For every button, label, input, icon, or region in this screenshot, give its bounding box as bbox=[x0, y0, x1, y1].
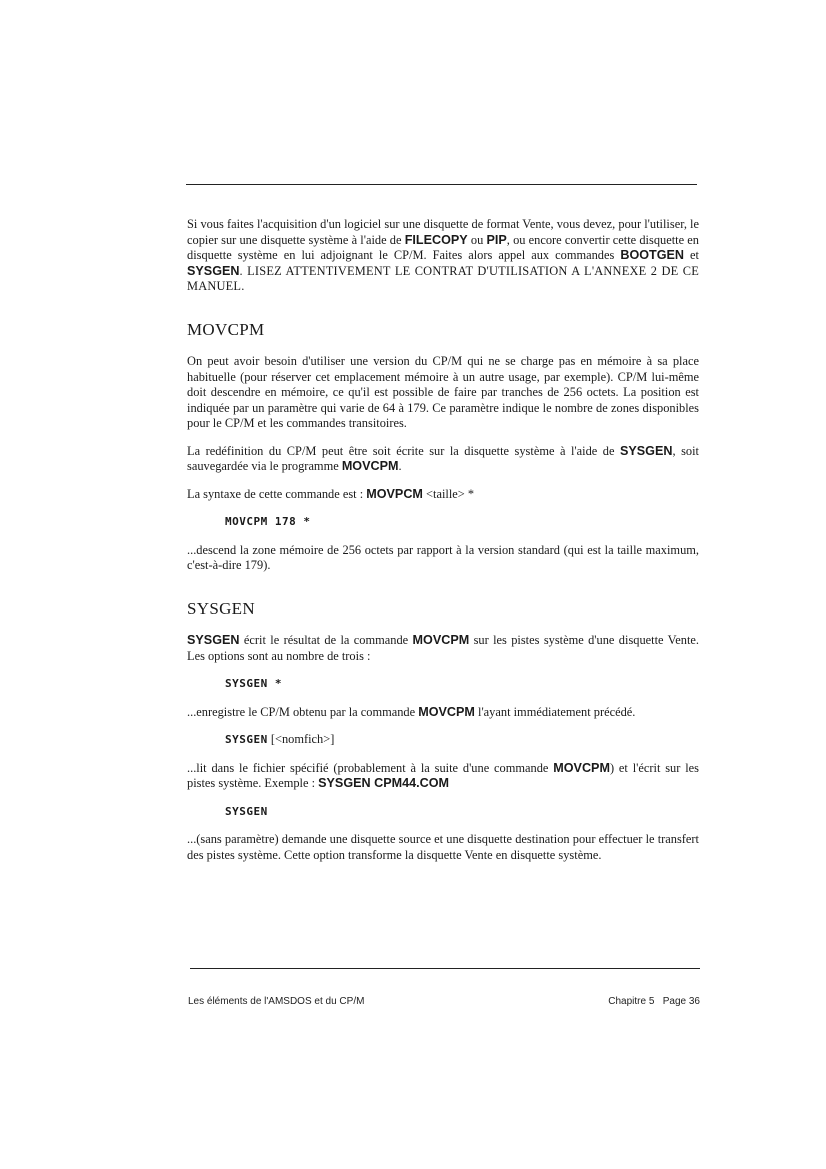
movcpm-command: MOVCPM bbox=[553, 760, 610, 775]
movcpm-command: MOVCPM bbox=[418, 704, 475, 719]
intro-text-2: ou bbox=[467, 232, 487, 247]
movcpm-p2-text-3: . bbox=[398, 459, 402, 473]
movcpm-paragraph-2 bbox=[187, 444, 699, 475]
footer-title: Les éléments de l'AMSDOS et du CP/M bbox=[188, 996, 365, 1007]
sysgen-p1-text-1: écrit le résultat de la commande bbox=[239, 633, 413, 647]
intro-text-3: , ou encore convertir cette disquette en disquette système en lui adjoignant le CP/M. Faites alors appel aux commandes bbox=[187, 232, 699, 262]
sysgen-p3-text-1: ...lit dans le fichier spécifié (probablement à la suite d'une commande bbox=[187, 760, 554, 775]
movcpm-paragraph-1: On peut avoir besoin d'utiliser une version du CP/M qui ne se charge pas en mémoire à sa place habituelle (pour réserver cet emplacement mémoire à un autre usage, par exemple). CP/M lui-même doit descendre en mémoire, ce qu'il est possible de faire par tranches de 256 octets. La position est indiquée par un paramètre qui varie de 64 à 179. Ce paramètre indique le nombre de zones disponibles pour le CP/M et les commandes transitoires. bbox=[187, 354, 699, 430]
movcpm-heading: MOVCPM bbox=[187, 319, 265, 339]
sysgen-paragraph-1 bbox=[187, 633, 699, 664]
sysgen-p2-text-1: ...enregistre le CP/M obtenu par la commande bbox=[187, 704, 419, 719]
sysgen-p2-text-2: l'ayant immédiatement précédé. bbox=[474, 704, 636, 719]
intro-text-5: . LISEZ ATTENTIVEMENT LE CONTRAT D'UTILISATION A L'ANNEXE 2 DE CE MANUEL. bbox=[187, 263, 699, 293]
intro-text-1: Si vous faites l'acquisition d'un logiciel sur une disquette de format Vente, vous devez, pour l'utiliser, le copier sur une disquette système à l'aide de bbox=[187, 217, 699, 247]
top-rule bbox=[186, 184, 697, 185]
intro-paragraph bbox=[187, 217, 699, 295]
movcpm-p2-text-2: , soit sauvegardée via le programme bbox=[187, 443, 699, 473]
sysgen-example-command: SYSGEN CPM44.COM bbox=[318, 776, 449, 790]
filecopy-command: FILECOPY bbox=[404, 232, 468, 247]
footer-page-number: Chapitre 5 Page 36 bbox=[608, 996, 700, 1007]
sysgen-command: SYSGEN bbox=[619, 443, 673, 458]
movpcm-command: MOVPCM bbox=[366, 486, 423, 501]
sysgen-p3-text-2: ) et l'écrit sur les pistes système. Exemple : bbox=[187, 760, 699, 790]
pip-command: PIP bbox=[486, 232, 507, 247]
sysgen-code-argument: [<nomfich>] bbox=[267, 732, 335, 746]
bootgen-command: BOOTGEN bbox=[620, 248, 685, 262]
movcpm-command: MOVCPM bbox=[341, 459, 399, 473]
movcpm-syntax bbox=[187, 487, 699, 503]
sysgen-option-2-code bbox=[225, 732, 699, 748]
sysgen-code-command: SYSGEN bbox=[225, 733, 268, 746]
intro-text-4: et bbox=[684, 248, 699, 262]
bottom-rule bbox=[190, 968, 700, 969]
sysgen-heading: SYSGEN bbox=[187, 598, 255, 618]
sysgen-command: SYSGEN bbox=[187, 263, 240, 278]
sysgen-paragraph-4: ...(sans paramètre) demande une disquette source et une disquette destination pour effectuer le transfert des pistes système. Cette option transforme la disquette Vente en disquette système. bbox=[187, 832, 699, 862]
sysgen-paragraph-3 bbox=[187, 761, 699, 792]
movcpm-paragraph-4: ...descend la zone mémoire de 256 octets par rapport à la version standard (qui est la taille maximum, c'est-à-dire 179). bbox=[187, 542, 699, 572]
sysgen-command: SYSGEN bbox=[187, 633, 240, 647]
sysgen-paragraph-2 bbox=[187, 705, 699, 721]
sysgen-option-1-code: SYSGEN * bbox=[225, 677, 282, 690]
sysgen-option-3-code: SYSGEN bbox=[225, 804, 268, 818]
movcpm-command: MOVCPM bbox=[412, 633, 470, 647]
syntax-argument: <taille> * bbox=[422, 486, 475, 501]
sysgen-p1-text-2: sur les pistes système d'une disquette Vente. Les options sont au nombre de trois : bbox=[187, 633, 699, 663]
page-content bbox=[187, 217, 699, 875]
syntax-text: La syntaxe de cette commande est : bbox=[187, 486, 367, 501]
movcpm-example-code: MOVCPM 178 * bbox=[225, 515, 311, 528]
movcpm-p2-text-1: La redéfinition du CP/M peut être soit écrite sur la disquette système à l'aide de bbox=[187, 443, 620, 458]
